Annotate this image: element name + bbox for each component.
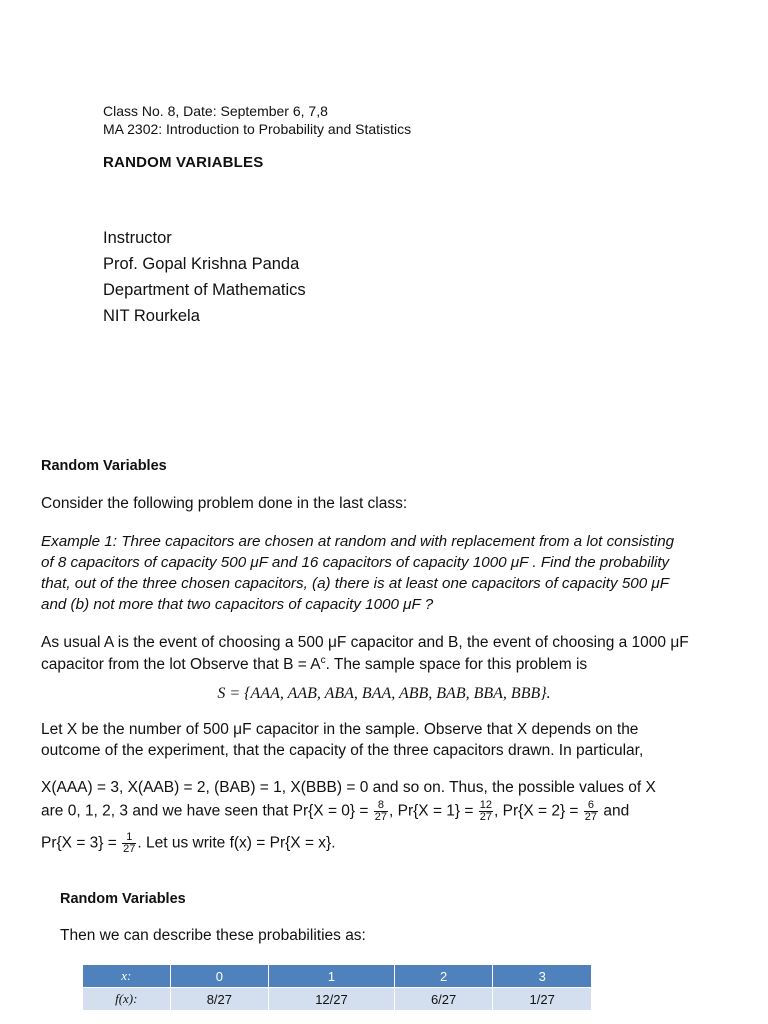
instructor-label: Instructor	[103, 229, 172, 247]
example-line: Example 1: Three capacitors are chosen at random and with replacement from a lot consisting	[41, 533, 675, 550]
table-header-row	[83, 965, 592, 988]
table-header-cell: x:	[83, 965, 171, 988]
intro-text: Consider the following problem done in the last class:	[41, 495, 408, 512]
paragraph-text: and	[603, 802, 630, 820]
table-cell: 12/27	[269, 988, 395, 1011]
section-heading: Random Variables	[60, 891, 186, 907]
fraction-numerator: 12	[479, 799, 493, 811]
paragraph-line: Let X be the number of 500 μF capacitor in the sample. Observe that X depends on the	[41, 721, 639, 738]
table-cell: 6/27	[394, 988, 493, 1011]
paragraph-line: outcome of the experiment, that the capacity of the three capacitors drawn. In particular,	[41, 742, 644, 759]
sample-space-equation: S = {AAA, AAB, ABA, BAA, ABB, BAB, BBA, BBB}.	[217, 685, 551, 702]
instructor-department: Department of Mathematics	[103, 281, 306, 299]
example-line: that, out of the three chosen capacitors, (a) there is at least one capacitors of capacity 500 μF	[41, 575, 669, 592]
table-cell: 8/27	[170, 988, 269, 1011]
fraction	[584, 800, 598, 823]
table-row	[83, 988, 592, 1011]
fraction-numerator: 8	[374, 800, 388, 812]
fraction-numerator: 6	[584, 800, 598, 812]
paragraph-text: capacitor from the lot Observe that B = A	[41, 656, 321, 674]
section-heading: Random Variables	[41, 458, 167, 474]
instructor-institute: NIT Rourkela	[103, 307, 200, 325]
paragraph-text: are 0, 1, 2, 3 and we have seen that Pr{X = 0} =	[41, 802, 369, 820]
paragraph-text: . The sample space for this problem is	[325, 656, 588, 674]
intro-text: Then we can describe these probabilities as:	[60, 927, 366, 944]
instructor-name: Prof. Gopal Krishna Panda	[103, 255, 300, 273]
paragraph-line	[41, 800, 629, 823]
paragraph-text: , Pr{X = 2} =	[494, 802, 579, 820]
example-line: of 8 capacitors of capacity 500 μF and 16 capacitors of capacity 1000 μF . Find the probability	[41, 554, 670, 571]
paragraph-text: . Let us write f(x) = Pr{X = x}.	[137, 834, 336, 852]
page-title: RANDOM VARIABLES	[103, 154, 264, 171]
table-header-cell: 2	[394, 965, 493, 988]
table-header-cell: 3	[493, 965, 592, 988]
fraction-denominator: 27	[374, 811, 388, 823]
table-cell: f(x):	[83, 988, 171, 1011]
course-line: MA 2302: Introduction to Probability and Statistics	[103, 121, 412, 137]
fraction	[374, 800, 388, 823]
paragraph-line: X(AAA) = 3, X(AAB) = 2, (BAB) = 1, X(BBB) = 0 and so on. Thus, the possible values of X	[41, 779, 656, 796]
paragraph-line	[41, 832, 336, 855]
probability-table	[82, 964, 592, 1011]
fraction-denominator: 27	[479, 811, 493, 823]
table-header-cell: 0	[170, 965, 269, 988]
table-cell: 1/27	[493, 988, 592, 1011]
fraction-denominator: 27	[123, 843, 136, 855]
table-header-cell: 1	[269, 965, 395, 988]
example-line: and (b) not more that two capacitors of capacity 1000 μF ?	[41, 596, 434, 613]
fraction	[122, 832, 136, 855]
fraction	[479, 800, 493, 823]
fraction-denominator: 27	[584, 811, 598, 823]
paragraph-line: As usual A is the event of choosing a 500 μF capacitor and B, the event of choosing a 1000 μF	[41, 634, 689, 651]
paragraph-text: , Pr{X = 1} =	[389, 802, 474, 820]
complement-superscript: c	[320, 655, 326, 666]
paragraph-line	[41, 655, 587, 674]
fraction-numerator: 1	[122, 832, 136, 844]
class-info-line: Class No. 8, Date: September 6, 7,8	[103, 103, 328, 119]
paragraph-text: Pr{X = 3} =	[41, 834, 117, 852]
